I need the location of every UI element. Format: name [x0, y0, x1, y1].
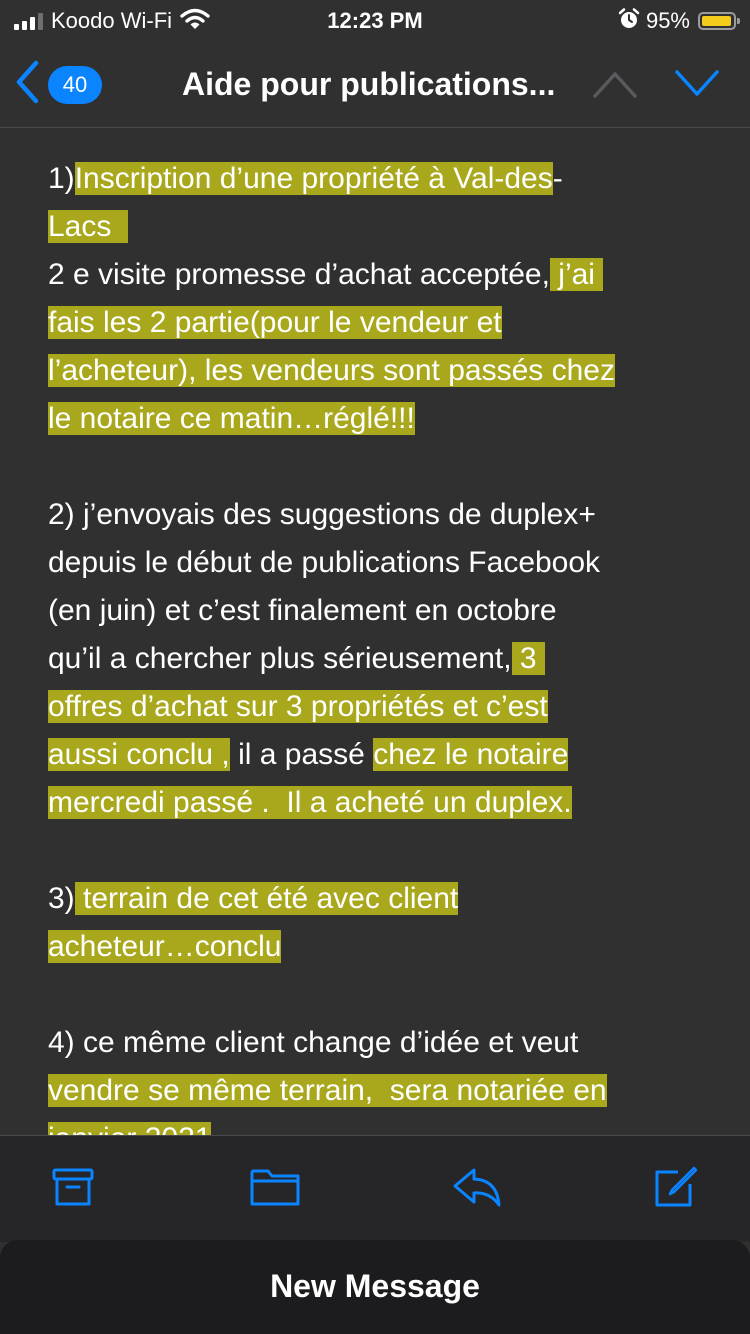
body-line — [48, 203, 128, 251]
status-right — [618, 6, 736, 36]
highlighted-text: chez le notaire — [373, 738, 569, 771]
body-line — [48, 491, 596, 539]
body-line — [48, 539, 600, 587]
body-line — [48, 155, 563, 203]
message-subject-title: Aide pour publications... — [182, 66, 556, 102]
body-text-span: il a passé — [229, 738, 374, 771]
body-line — [48, 731, 568, 779]
battery-icon — [698, 12, 736, 30]
highlighted-text: aussi conclu , — [48, 738, 230, 771]
back-button[interactable] — [14, 60, 102, 109]
highlighted-text: j’ai — [549, 258, 604, 291]
battery-percent: 95% — [645, 8, 690, 33]
body-line — [48, 683, 548, 731]
back-chevron-icon — [14, 60, 40, 109]
highlighted-text: Lacs — [48, 210, 129, 243]
highlighted-text: l’acheteur), — [48, 354, 197, 387]
folder-icon[interactable] — [250, 1166, 300, 1213]
battery-level — [702, 16, 731, 26]
message-body — [0, 129, 750, 1135]
body-text-span: (en juin) et c’est finalement en octobre — [48, 594, 557, 627]
body-line — [48, 875, 458, 923]
highlighted-text: terrain de cet été avec client — [74, 882, 459, 915]
body-text-span: qu’il a chercher plus sérieusement, — [48, 642, 512, 675]
highlighted-text: Inscription d’une propriété à Val-des — [74, 162, 553, 195]
body-text-span: 1) — [48, 162, 75, 195]
chevron-up-icon[interactable] — [592, 66, 638, 107]
body-line — [48, 395, 415, 443]
highlighted-text: le notaire ce matin…réglé!!! — [48, 402, 415, 435]
body-line — [48, 587, 557, 635]
body-line — [48, 1019, 578, 1067]
bottom-toolbar — [0, 1135, 750, 1242]
body-line — [48, 635, 545, 683]
highlighted-text: offres d’achat sur 3 propriétés et c’est — [48, 690, 548, 723]
body-line — [48, 1067, 607, 1115]
highlighted-text: les vendeurs sont passés chez — [196, 354, 615, 387]
body-line — [48, 251, 603, 299]
alarm-icon — [618, 8, 640, 35]
body-line — [48, 299, 502, 347]
body-text-span: 2 e visite promesse d’achat acceptée, — [48, 258, 550, 291]
highlighted-text: vendre se même terrain, sera notariée en — [48, 1074, 607, 1107]
status-bar — [0, 0, 750, 42]
archive-icon[interactable] — [52, 1166, 94, 1213]
body-text-span: 2) j’envoyais des suggestions de duplex+ — [48, 498, 596, 531]
body-text-span: 4) ce même client change d’idée et veut — [48, 1026, 579, 1059]
highlighted-text: 3 — [511, 642, 545, 675]
body-text-span: depuis le début de publications Facebook — [48, 546, 601, 579]
reply-icon[interactable] — [452, 1166, 502, 1213]
highlighted-text: fais les 2 partie(pour le vendeur et — [48, 306, 502, 339]
new-message-label: New Message — [270, 1268, 480, 1304]
status-time: 12:23 PM — [327, 8, 423, 33]
carrier-label: Koodo Wi-Fi — [51, 8, 173, 33]
body-line — [48, 779, 572, 827]
unread-count-badge: 40 — [48, 66, 102, 104]
highlighted-text: mercredi passé . Il a acheté un duplex. — [48, 786, 572, 819]
new-message-button[interactable] — [0, 1240, 750, 1334]
body-line — [48, 923, 281, 971]
chevron-down-icon[interactable] — [674, 66, 720, 107]
compose-icon[interactable] — [654, 1166, 698, 1213]
highlighted-text: acheteur…conclu — [48, 930, 282, 963]
body-text-span: - — [552, 162, 563, 195]
body-line — [48, 347, 615, 395]
nav-bar — [0, 42, 750, 128]
body-text-span: 3) — [48, 882, 75, 915]
